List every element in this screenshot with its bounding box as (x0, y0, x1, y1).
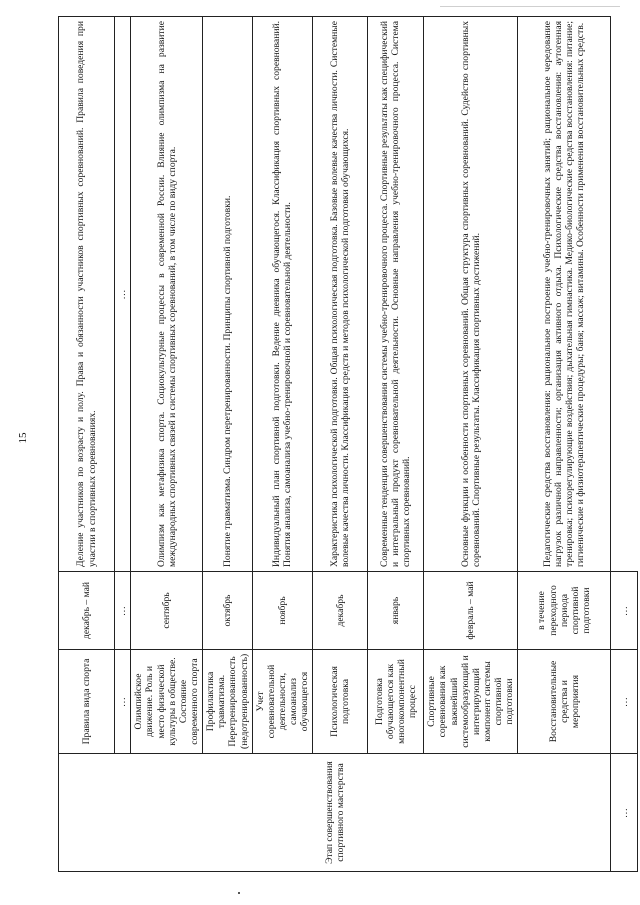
table-row (313, 17, 368, 872)
month-cell: декабрь – май (59, 572, 115, 650)
continuation-cell: ... (115, 17, 131, 572)
month-cell: декабрь (313, 572, 368, 650)
stage-cell: Этап совершенствования спортивного мастерства (59, 754, 611, 872)
topic-cell: Учет соревновательной деятельности, самоанализ обучающегося (252, 650, 313, 754)
content-cell: Индивидуальный план спортивной подготовки. Ведение дневника обучающегося. Классификация спортивных соревнований. Понятия анализа, самоанализа учебно-тренировочной и соревновательной деятельности. (252, 17, 313, 572)
scan-speck (238, 892, 240, 894)
table-row (131, 17, 203, 872)
month-cell: январь (368, 572, 424, 650)
continuation-cell: ... (611, 650, 638, 754)
table-row (518, 17, 611, 872)
content-cell: Основные функции и особенности спортивных соревнований. Общая структура спортивных соревнований. Судейство спортивных соревнований. Спортивные результаты. Классификация спортивных достижений. (424, 17, 518, 572)
topic-cell: Подготовка обучающегося как многокомпонентный процесс (368, 650, 424, 754)
month-cell: в течение переходного периода спортивной подготовки (518, 572, 611, 650)
page-number: 15 (17, 432, 29, 444)
continuation-cell: ... (115, 572, 131, 650)
top-rule (440, 6, 620, 7)
rotated-table-wrapper (58, 17, 630, 872)
topic-cell: Профилактика травматизма. Перетренированность (недотренированность) (203, 650, 253, 754)
curriculum-table (58, 16, 638, 872)
table-row (368, 17, 424, 872)
content-cell: Понятие травматизма. Синдром перетренированности. Принципы спортивной подготовки. (203, 17, 253, 572)
table-row (611, 17, 638, 872)
table-row (115, 17, 131, 872)
content-cell: Современные тенденции совершенствования системы учебно-тренировочного процесса. Спортивные результаты как специфический и интегральный продукт соревновательной деятельности. Основные направления учебно-тренировочного процесса. Система спортивных соревнований. (368, 17, 424, 572)
content-cell: Деление участников по возрасту и полу. Права и обязанности участников спортивных соревнований. Правила поведения при участии в спортивных соревнованиях. (59, 17, 115, 572)
topic-cell: Восстановительные средства и мероприятия (518, 650, 611, 754)
month-cell: сентябрь (131, 572, 203, 650)
topic-cell: Спортивные соревнования как важнейший системообразующий и интегрирующий компонент системы спортивной подготовки (424, 650, 518, 754)
month-cell: октябрь (203, 572, 253, 650)
content-cell: Олимпизм как метафизика спорта. Социокультурные процессы в современной России. Влияние олимпизма на развитие международных спортивных связей и системы спортивных соревнований, в том числе по виду спорта. (131, 17, 203, 572)
table-row (59, 17, 115, 872)
month-cell: февраль – май (424, 572, 518, 650)
continuation-cell: ... (611, 754, 638, 872)
topic-cell: Правила вида спорта (59, 650, 115, 754)
content-cell: Характеристика психологической подготовки. Общая психологическая подготовка. Базовые волевые качества личности. Системные волевые качества личности. Классификация средств и методов психологической подготовки обучающихся. (313, 17, 368, 572)
table-row (252, 17, 313, 872)
month-cell: ноябрь (252, 572, 313, 650)
topic-cell: Олимпийское движение. Роль и место физической культуры в обществе. Состояние современного спорта (131, 650, 203, 754)
continuation-cell: ... (611, 572, 638, 650)
content-cell: Педагогические средства восстановления: рациональное построение учебно-тренировочных занятий; рациональное чередование нагрузок различной направленности; организация активного отдыха. Психологические средства восстановления: аутогенная тренировка; психорегулирующие воздействия; дыхательная гимнастика. Медико-биологические средства восстановления: питание; гигиенические и физиотерапевтические процедуры; баня; массаж; витамины. Особенности применения восстановительных средств. (518, 17, 611, 572)
topic-cell: Психологическая подготовка (313, 650, 368, 754)
table-row (424, 17, 518, 872)
continuation-cell: ... (115, 650, 131, 754)
table-row (203, 17, 253, 872)
